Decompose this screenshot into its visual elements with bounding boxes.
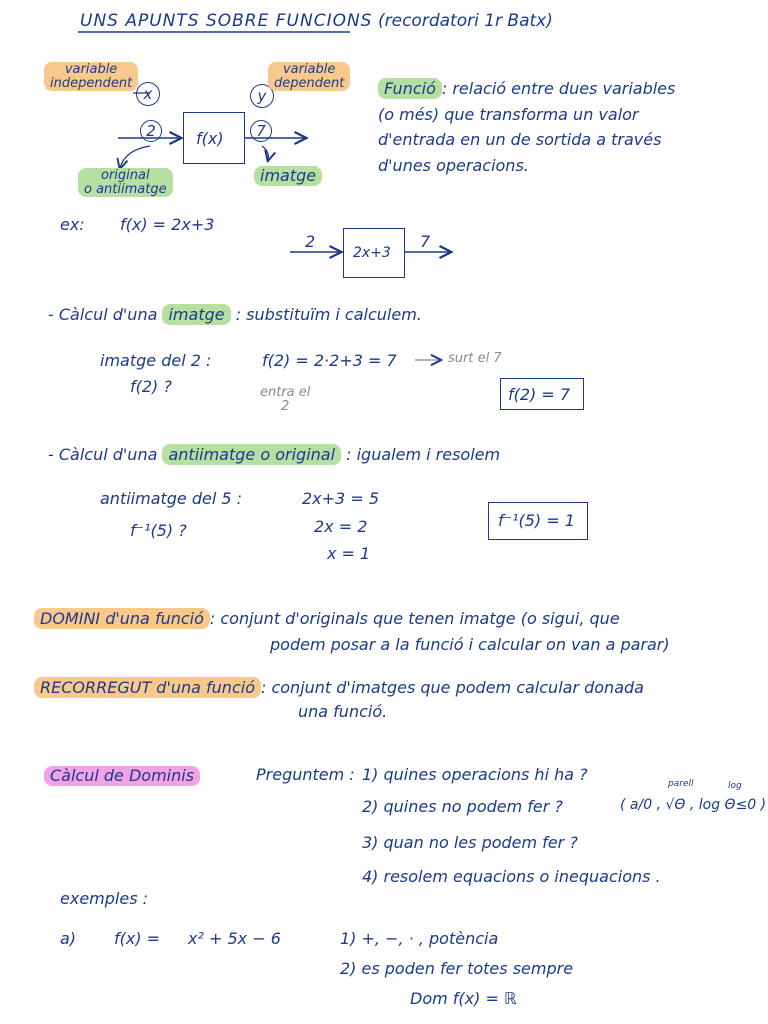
dominis-item-4: 4) resolem equacions o inequacions . [362,867,661,886]
recorregut-block: RECORREGUT d'una funció : conjunt d'imatges que podem calcular donada una funció. [34,676,644,724]
antiimatge-eq-3: x = 1 [327,544,371,563]
imatge-note-out: surt el 7 [448,351,502,366]
definition-block: Funció : relació entre dues variables (o més) que transforma un valor d'entrada en un de sortida a través d'unes operacions. [378,79,676,175]
example-label: ex: [60,215,85,234]
exemples-label: exemples : [60,889,148,908]
antiimatge-result: f⁻¹(5) = 1 [498,511,575,530]
dominis-term: Càlcul de Dominis [44,766,200,786]
label-variable-dependent: variable dependent [268,62,350,91]
antiimatge-question-1: antiimatge del 5 : [100,489,243,508]
exemple-expr: x² + 5x − 6 [188,929,281,948]
dominis-bad-ops: ( a/0 , √Θ , log Θ≤0 ) [620,797,767,813]
antiimatge-heading: - Càlcul d'una antiimatge o original : igualem i resolem [48,445,501,464]
label-variable-independent: variable independent [44,62,138,91]
imatge-question-1: imatge del 2 : [100,351,212,370]
imatge-question-2: f(2) ? [130,377,172,396]
exemple-number: a) [60,929,77,948]
exemple-fx: f(x) = [114,929,161,948]
dominis-item-1: 1) quines operacions hi ha ? [362,765,588,784]
imatge-term: imatge [162,304,230,325]
circle-input-value: 2 [140,120,162,142]
circle-y: y [250,84,274,108]
example-output: 7 [420,232,431,251]
antiimatge-question-2: f⁻¹(5) ? [130,521,187,540]
function-box-label: f(x) [196,129,224,148]
arrow-to-imatge [262,146,268,160]
domini-block: DOMINI d'una funció : conjunt d'originals que tenen imatge (o sigui, que podem posar a la funció i calcular on van a parar) [34,606,670,657]
example-box-label: 2x+3 [353,245,391,261]
exemple-step-1: 1) +, −, · , potència [340,929,499,948]
dominis-item-3: 3) quan no les podem fer ? [362,833,578,852]
label-imatge: imatge [254,166,322,186]
circle-x: x [136,82,160,106]
page-subtitle: (recordatori 1r Batx) [378,11,553,31]
imatge-note-in: entra el 2 [260,385,311,415]
bad-ops-label-log: log [728,781,742,791]
bad-ops-label-parell: parell [668,779,694,789]
page-title: UNS APUNTS SOBRE FUNCIONS [80,11,373,31]
imatge-work: f(2) = 2·2+3 = 7 [262,351,397,370]
antiimatge-eq-1: 2x+3 = 5 [302,489,379,508]
arrow-to-original [120,146,150,168]
recorregut-term: RECORREGUT d'una funció [34,677,261,698]
dominis-item-2: 2) quines no podem fer ? [362,797,563,816]
circle-output-value: 7 [250,120,272,142]
example-input: 2 [305,232,316,251]
exemple-step-2: 2) es poden fer totes sempre [340,959,574,978]
example-formula: f(x) = 2x+3 [120,215,215,234]
dominis-ask: Preguntem : [256,765,355,784]
antiimatge-eq-2: 2x = 2 [314,517,368,536]
definition-term: Funció [378,78,442,99]
domini-term: DOMINI d'una funció [34,608,210,629]
imatge-result: f(2) = 7 [508,385,571,404]
antiimatge-term: antiimatge o original [162,444,341,465]
imatge-heading: - Càlcul d'una imatge : substituïm i calculem. [48,305,422,324]
exemple-domain: Dom f(x) = ℝ [410,989,517,1008]
label-original: original o antiimatge [78,168,173,197]
